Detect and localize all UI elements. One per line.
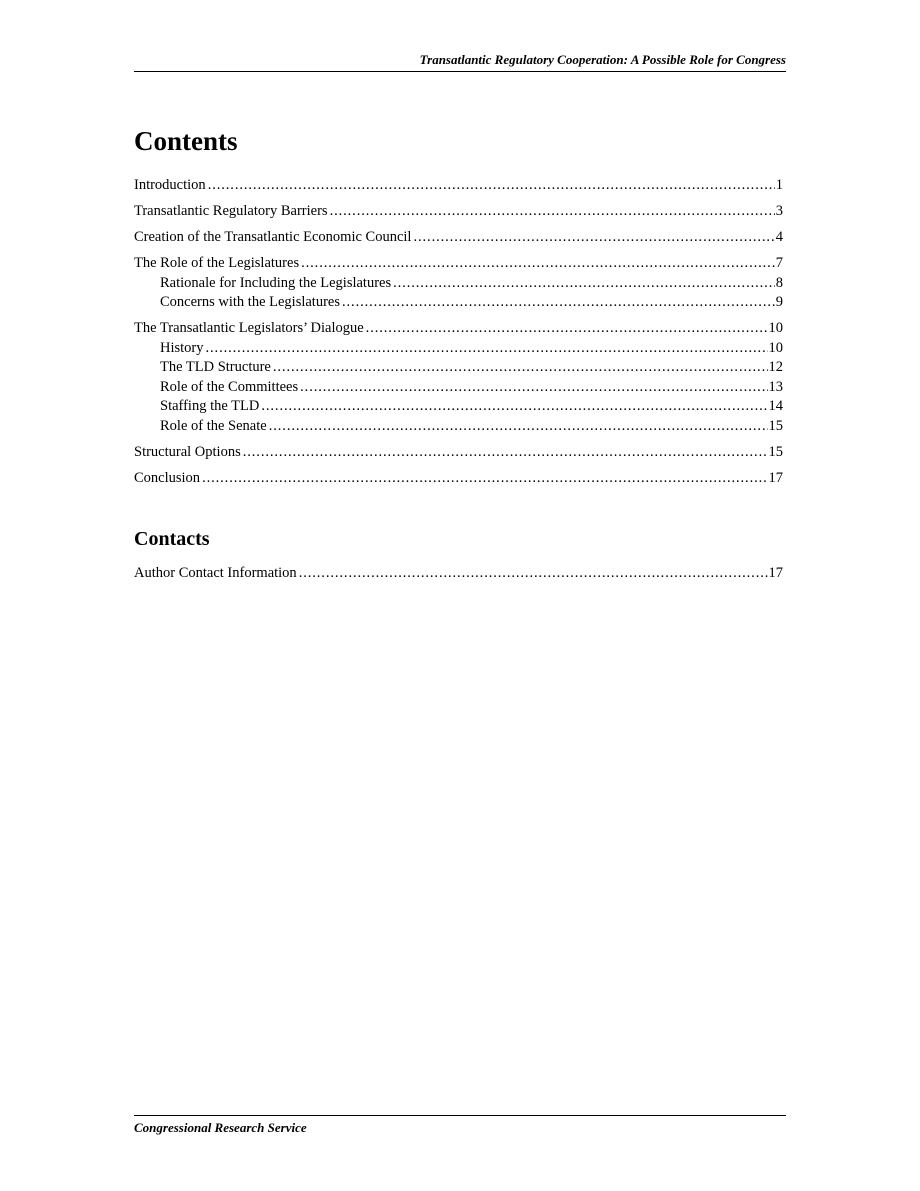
toc-entry-page: 14 (768, 398, 783, 414)
toc-entry-regulatory-barriers[interactable] (134, 202, 783, 222)
dot-leader (243, 443, 768, 463)
contacts-heading: Contacts (134, 528, 210, 550)
dot-leader (206, 339, 768, 359)
dot-leader (342, 293, 775, 313)
dot-leader (393, 274, 775, 294)
dot-leader (261, 397, 767, 417)
toc-entry-label: Concerns with the Legislatures (160, 294, 340, 310)
dot-leader (273, 358, 768, 378)
toc-entry-label: Introduction (134, 177, 206, 193)
toc-entry-structural-options[interactable] (134, 443, 783, 463)
toc-entry-legislators-dialogue[interactable] (134, 319, 783, 339)
dot-leader (269, 417, 768, 437)
toc-entry-label: Staffing the TLD (160, 398, 260, 414)
toc-entry-label: Structural Options (134, 443, 241, 460)
toc-entry-concerns[interactable] (134, 293, 783, 313)
dot-leader (330, 202, 775, 222)
toc-entry-page: 13 (768, 378, 783, 395)
toc-entry-committees[interactable] (134, 378, 783, 398)
toc-entry-introduction[interactable] (134, 176, 783, 196)
toc-entry-label: Transatlantic Regulatory Barriers (134, 203, 328, 219)
toc-entry-label: The Role of the Legislatures (134, 255, 300, 271)
toc-entry-tld-structure[interactable] (134, 358, 783, 378)
toc-entry-page: 12 (768, 359, 783, 375)
toc-entry-author-contact[interactable] (134, 564, 783, 584)
toc-entry-page: 4 (775, 229, 783, 245)
toc-entry-economic-council[interactable] (134, 228, 783, 248)
toc-entry-page: 9 (775, 294, 783, 310)
dot-leader (208, 176, 775, 196)
dot-leader (301, 254, 775, 274)
dot-leader (366, 319, 768, 339)
toc-entry-label: The TLD Structure (160, 359, 271, 375)
toc-entry-label: The Transatlantic Legislators’ Dialogue (134, 320, 364, 336)
toc-entry-label: Creation of the Transatlantic Economic Council (134, 229, 412, 245)
toc-entry-label: Rationale for Including the Legislatures (160, 274, 392, 291)
dot-leader (299, 564, 768, 584)
toc-entry-role-of-legislatures[interactable] (134, 254, 783, 274)
toc-entry-rationale[interactable] (134, 274, 783, 294)
toc-entry-page: 17 (768, 469, 783, 486)
dot-leader (413, 228, 774, 248)
dot-leader (202, 469, 767, 489)
toc-entry-label: Role of the Senate (160, 417, 267, 434)
toc-entry-page: 7 (775, 255, 783, 271)
toc-entry-senate[interactable] (134, 417, 783, 437)
toc-entry-label: Author Contact Information (134, 565, 297, 581)
dot-leader (300, 378, 767, 398)
running-header: Transatlantic Regulatory Cooperation: A Possible Role for Congress (134, 52, 786, 72)
toc-entry-page: 1 (775, 177, 783, 193)
contents-heading: Contents (134, 126, 238, 156)
toc-entry-label: History (160, 339, 204, 356)
contacts-list (134, 564, 783, 584)
toc-entry-page: 3 (775, 203, 783, 219)
toc-entry-page: 15 (768, 417, 783, 434)
toc-entry-page: 17 (768, 565, 783, 581)
toc-entry-history[interactable] (134, 339, 783, 359)
running-footer: Congressional Research Service (134, 1115, 786, 1136)
table-of-contents (134, 176, 783, 488)
toc-entry-page: 15 (768, 443, 783, 460)
toc-entry-conclusion[interactable] (134, 469, 783, 489)
toc-entry-page: 10 (768, 320, 783, 336)
toc-entry-label: Role of the Committees (160, 378, 299, 395)
toc-entry-label: Conclusion (134, 469, 201, 486)
toc-entry-page: 10 (768, 339, 783, 356)
toc-entry-staffing[interactable] (134, 397, 783, 417)
toc-entry-page: 8 (775, 274, 783, 291)
